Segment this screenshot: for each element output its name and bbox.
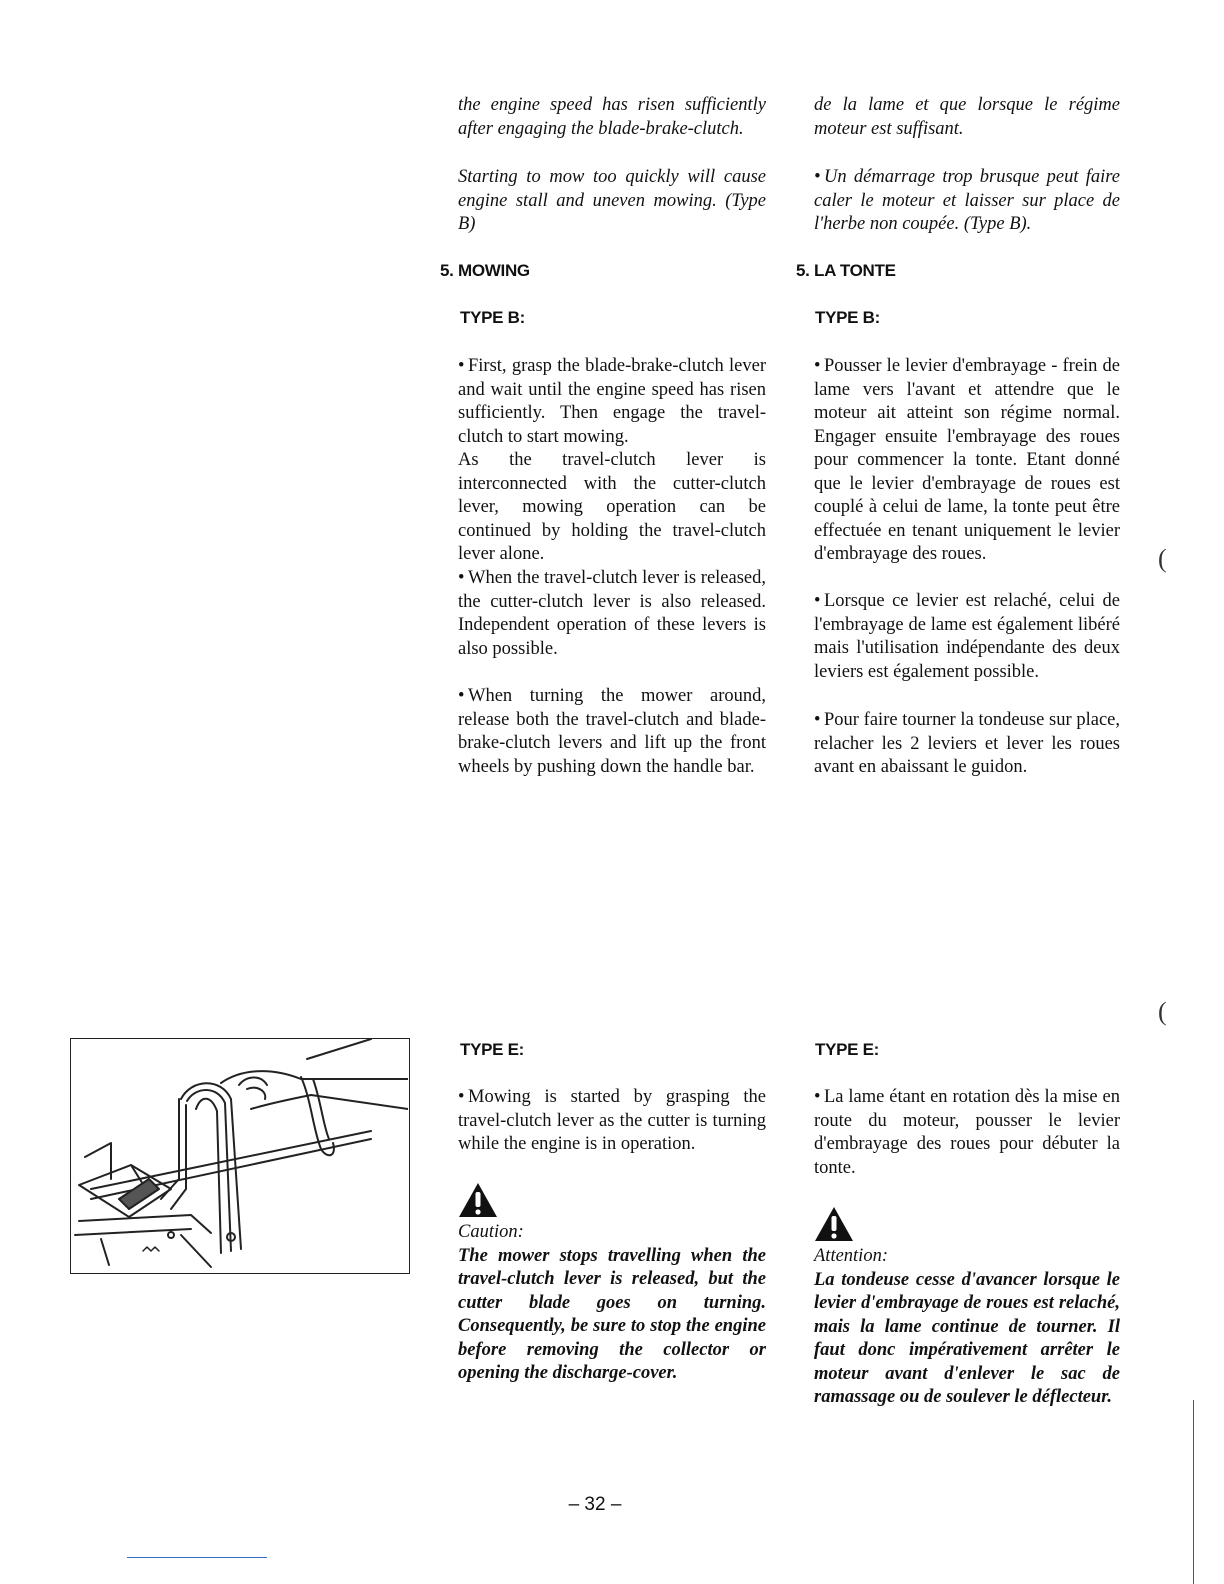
bullet-mark: • <box>458 568 465 588</box>
page-number: – 32 – <box>568 1494 622 1515</box>
fr-caution-block <box>814 1206 1120 1410</box>
fr-bullet-1 <box>814 355 1120 567</box>
en-bullet-3 <box>458 685 766 779</box>
fr-type-e-bullet <box>814 1086 1120 1180</box>
en-type-e-text: Mowing is started by grasping the travel-clutch lever as the cutter is turning while the engine is in operation. <box>458 1087 766 1154</box>
fr-caution-text: La tondeuse cesse d'avancer lorsque le levier d'embrayage de roues est relaché, mais la lame continue de tourner. Il faut donc impérativement arrêter le moteur avant d'enlever le sac de ramassage ou de soulever le déflecteur. <box>814 1269 1120 1407</box>
fr-bullet-3 <box>814 709 1120 780</box>
fr-caution-label: Attention: <box>814 1246 888 1266</box>
warning-icon <box>814 1206 854 1242</box>
fr-intro-warning <box>814 166 1120 237</box>
en-bullet-2-text: When the travel-clutch lever is released, the cutter-clutch lever is also released. Independent operation of these levers is also possible. <box>458 568 766 659</box>
warning-icon <box>458 1182 498 1218</box>
fr-type-b-heading: TYPE B: <box>815 308 880 327</box>
en-caution-label: Caution: <box>458 1222 524 1242</box>
fr-bullet-2-text: Lorsque ce levier est relaché, celui de l'embrayage de lame est également libéré mais l'utilisation indépendante des deux leviers est également possible. <box>814 591 1120 682</box>
en-type-e-heading: TYPE E: <box>460 1040 525 1059</box>
fr-section-heading: 5. LA TONTE <box>796 261 896 280</box>
en-bullet-3-text: When turning the mower around, release both the travel-clutch and blade-brake-clutch levers and lift up the front wheels by pushing down the handle bar. <box>458 686 766 777</box>
fr-bullet-3-text: Pour faire tourner la tondeuse sur place, relacher les 2 leviers et lever les roues avant en abaissant le guidon. <box>814 710 1120 777</box>
fr-intro-continued: de la lame et que lorsque le régime moteur est suffisant. <box>814 95 1120 139</box>
en-intro-warning: Starting to mow too quickly will cause engine stall and uneven mowing. (Type B) <box>458 167 766 234</box>
fr-type-e-heading: TYPE E: <box>815 1040 880 1059</box>
fr-intro-warning-text: Un démarrage trop brusque peut faire caler le moteur et laisser sur place de l'herbe non coupée. (Type B). <box>814 167 1120 234</box>
en-bullet-1 <box>458 355 766 567</box>
bullet-mark: • <box>814 591 821 611</box>
mower-handle-illustration <box>70 1038 410 1274</box>
bullet-mark: • <box>458 1087 465 1107</box>
bullet-mark: • <box>814 1087 821 1107</box>
en-caution-text: The mower stops travelling when the travel-clutch lever is released, but the cutter blade goes on turning. Consequently, be sure to stop the engine before removing the collector or opening the discharge-cover. <box>458 1245 766 1383</box>
en-section-heading: 5. MOWING <box>440 261 530 280</box>
bullet-mark: • <box>814 710 821 730</box>
margin-paren-mark: ( <box>1158 997 1167 1026</box>
bullet-mark: • <box>458 686 465 706</box>
en-caution-block <box>458 1182 766 1386</box>
en-intro-continued: the engine speed has risen sufficiently after engaging the blade-brake-clutch. <box>458 95 766 139</box>
en-bullet-2 <box>458 567 766 661</box>
scan-underline-mark <box>127 1557 267 1558</box>
fr-bullet-2 <box>814 590 1120 684</box>
en-bullet-1-continued: As the travel-clutch lever is interconnected with the cutter-clutch lever, mowing operation can be continued by holding the travel-clutch lever alone. <box>458 450 766 564</box>
en-type-b-heading: TYPE B: <box>460 308 525 327</box>
en-bullet-1-text: First, grasp the blade-brake-clutch lever and wait until the engine speed has risen sufficiently. Then engage the travel-clutch to start mowing. <box>458 356 766 447</box>
bullet-mark: • <box>458 356 465 376</box>
hand-on-lever-illustration <box>71 1039 408 1272</box>
margin-paren-mark: ( <box>1158 544 1167 573</box>
en-type-e-bullet <box>458 1086 766 1157</box>
bullet-mark: • <box>814 167 821 187</box>
fr-bullet-1-text: Pousser le levier d'embrayage - frein de lame vers l'avant et attendre que le moteur ait atteint son régime normal. Engager ensuite l'embrayage des roues pour commencer la tonte. Etant donné que le levier d'embrayage de roues est couplé à celui de lame, la tonte peut être effectuée en tenant uniquement le levier d'embrayage des roues. <box>814 356 1120 564</box>
scan-edge-line <box>1193 1400 1194 1584</box>
fr-type-e-text: La lame étant en rotation dès la mise en route du moteur, pousser le levier d'embrayage des roues pour débuter la tonte. <box>814 1087 1120 1178</box>
bullet-mark: • <box>814 356 821 376</box>
